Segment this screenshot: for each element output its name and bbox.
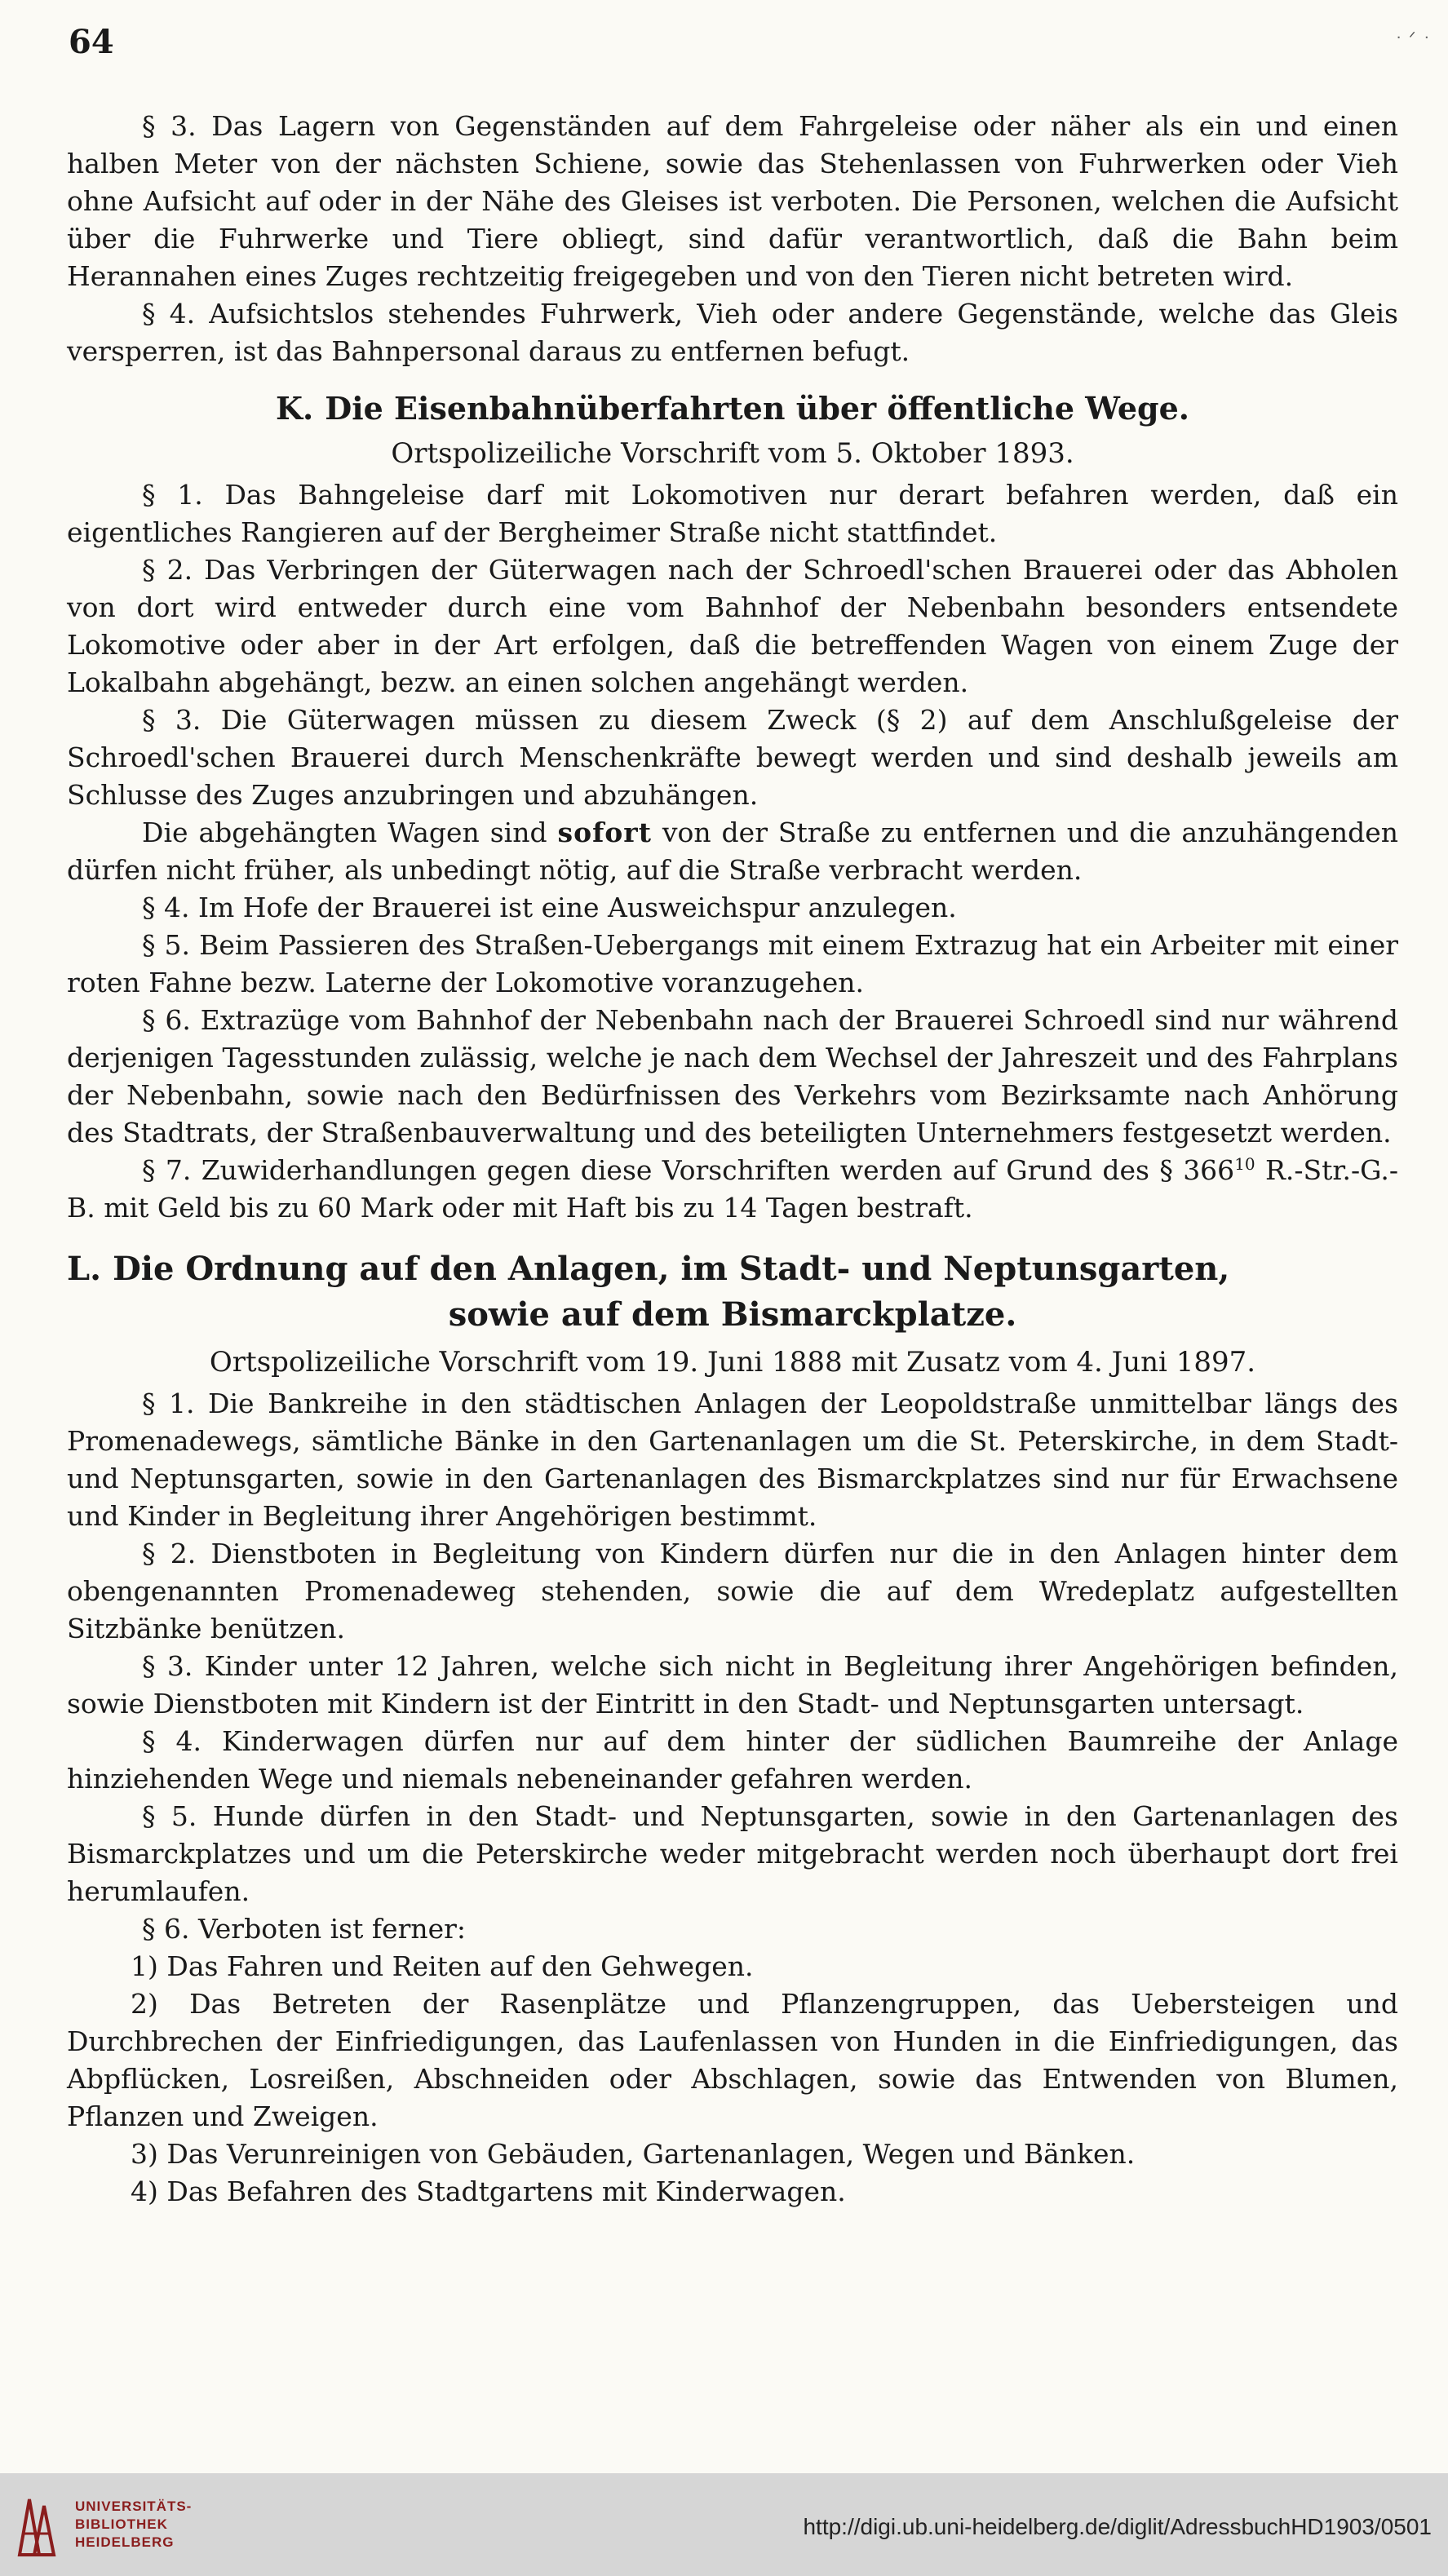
library-name-line2: BIBLIOTHEK [75,2516,168,2532]
paragraph-j-3: § 3. Das Lagern von Gegenständen auf dem Fahrgeleise oder näher als ein und einen halben Meter von der nächsten Schiene, sowie das Stehenlassen von Fuhrwerken oder Vieh ohne Aufsicht auf oder in der Nähe des Gleises ist verboten. Die Personen, welchen die Aufsicht über die Fuhrwerke und Tiere obliegt, sind dafür verantwortlich, daß die Bahn beim Herannahen eines Zuges rechtzeitig freigegeben und von den Tieren nicht betreten wird. [67,110,1398,292]
library-name-line1: UNIVERSITÄTS- [75,2499,193,2514]
paragraph-k-6: § 6. Extrazüge vom Bahnhof der Nebenbahn nach der Brauerei Schroedl sind nur während derjenigen Tagesstunden zulässig, welche je nach dem Wechsel der Jahreszeit und des Fahrplans der Nebenbahn, sowie nach den Bedürfnissen des Verkehrs vom Bezirksamte nach Anhörung des Stadtrats, der Straßenbauverwaltung und des beteiligten Unternehmers festgesetzt werden. [67,1004,1398,1149]
paragraph-l-4: § 4. Kinderwagen dürfen nur auf dem hinter der südlichen Baumreihe der Anlage hinziehenden Wege und niemals nebeneinander gefahren werden. [67,1725,1398,1795]
k-3b-bold: sofort [557,817,652,848]
section-l-letter: L. [67,1250,102,1288]
k-7-sup: 10 [1234,1154,1255,1174]
paragraph-l-3: § 3. Kinder unter 12 Jahren, welche sich nicht in Begleitung ihrer Angehörigen befinden, sowie Dienstboten mit Kindern ist der Eintritt in den Stadt- und Neptunsgarten untersagt. [67,1650,1398,1720]
list-item-4: 4) Das Befahren des Stadtgartens mit Kinderwagen. [131,2175,846,2207]
paragraph-l-2: § 2. Dienstboten in Begleitung von Kindern dürfen nur die in den Anlagen hinter dem obengenannten Promenadeweg stehenden, sowie die auf dem Wredeplatz aufgestellten Sitzbänke benützen. [67,1538,1398,1644]
paragraph-l-6: § 6. Verboten ist ferner: [142,1913,467,1945]
paragraph-l-1: § 1. Die Bankreihe in den städtischen Anlagen der Leopoldstraße unmittelbar längs des Promenadewegs, sämtliche Bänke in den Gartenanlagen um die St. Peterskirche, in dem Stadt- und Neptunsgarten, sowie in den Gartenanlagen des Bismarckplatzes sind nur für Erwachsene und Kinder in Begleitung ihrer Angehörigen bestimmt. [67,1388,1398,1532]
section-l-title-line1: Die Ordnung auf den Anlagen, im Stadt- und Neptunsgarten, [113,1250,1230,1288]
section-k-heading [67,388,1398,429]
section-k-letter: K. [276,390,314,427]
paragraph-k-2: § 2. Das Verbringen der Güterwagen nach der Schroedl'schen Brauerei oder das Abholen von dort wird entweder durch eine vom Bahnhof der Nebenbahn besonders entsendete Lokomotive oder aber in der Art erfolgen, daß die betreffenden Wagen von einem Zuge der Lokalbahn abgehängt, bezw. an einen solchen angehängt werden. [67,554,1398,698]
university-library-logo-icon [15,2491,64,2560]
section-k-title: Die Eisenbahnüberfahrten über öffentliche Wege. [325,390,1189,427]
list-item-3: 3) Das Verunreinigen von Gebäuden, Gartenanlagen, Wegen und Bänken. [131,2138,1136,2170]
footer-bar [0,2473,1448,2576]
permalink-url[interactable]: http://digi.ub.uni-heidelberg.de/diglit/AdressbuchHD1903/0501 [803,2514,1432,2539]
list-item-1: 1) Das Fahren und Reiten auf den Gehwegen. [131,1950,754,1982]
section-l-subtitle: Ortspolizeiliche Vorschrift vom 19. Juni 1888 mit Zusatz vom 4. Juni 1897. [209,1346,1256,1379]
page-number: 64 [69,23,114,61]
section-l-title-line2: sowie auf dem Bismarckplatze. [448,1295,1017,1334]
library-name [75,2498,192,2552]
paragraph-k-1: § 1. Das Bahngeleise darf mit Lokomotiven nur derart befahren werden, daß ein eigentliches Rangieren auf der Bergheimer Straße nicht stattfindet. [67,479,1398,548]
list-item-2: 2) Das Betreten der Rasenplätze und Pflanzengruppen, das Uebersteigen und Durchbrechen der Einfriedigungen, das Laufenlassen von Hunden in die Einfriedigungen, das Abpflücken, Losreißen, Abschneiden oder Abschlagen, sowie das Entwenden von Blumen, Pflanzen und Zweigen. [67,1988,1398,2132]
k-7-before: § 7. Zuwiderhandlungen gegen diese Vorschriften werden auf Grund des § 366 [142,1154,1235,1186]
paragraph-k-4: § 4. Im Hofe der Brauerei ist eine Ausweichspur anzulegen. [142,892,957,923]
paragraph-k-7 [67,1152,1398,1227]
k-7-after: R.-Str.-G.-B. mit Geld bis zu 60 Mark oder mit Haft bis zu 14 Tagen bestraft. [67,1154,1399,1224]
section-l-heading [67,1246,1398,1292]
page-content [67,108,1398,2211]
k-3b-after: von der Straße zu entfernen und die anzuhängenden dürfen nicht früher, als unbedingt nötig, auf die Straße verbracht werden. [67,817,1398,886]
paragraph-k-3: § 3. Die Güterwagen müssen zu diesem Zweck (§ 2) auf dem Anschlußgeleise der Schroedl'schen Brauerei durch Menschenkräfte bewegt werden und sind deshalb jeweils am Schlusse des Zuges anzubringen und abzuhängen. [67,704,1398,811]
library-name-line3: HEIDELBERG [75,2534,175,2550]
corner-marks: ᐧ ᐟ ᐧ [1396,28,1430,47]
paragraph-j-4: § 4. Aufsichtslos stehendes Fuhrwerk, Vieh oder andere Gegenstände, welche das Gleis versperren, ist das Bahnpersonal daraus zu entfernen befugt. [67,298,1398,367]
paragraph-l-5: § 5. Hunde dürfen in den Stadt- und Neptunsgarten, sowie in den Gartenanlagen des Bismarckplatzes und um die Peterskirche weder mitgebracht werden noch überhaupt dort frei herumlaufen. [67,1800,1398,1907]
paragraph-k-5: § 5. Beim Passieren des Straßen-Uebergangs mit einem Extrazug hat ein Arbeiter mit einer roten Fahne bezw. Laterne der Lokomotive voranzugehen. [67,929,1398,998]
paragraph-k-3b [67,814,1398,889]
k-3b-before: Die abgehängten Wagen sind [142,817,547,848]
section-k-subtitle: Ortspolizeiliche Vorschrift vom 5. Oktober 1893. [391,437,1074,470]
